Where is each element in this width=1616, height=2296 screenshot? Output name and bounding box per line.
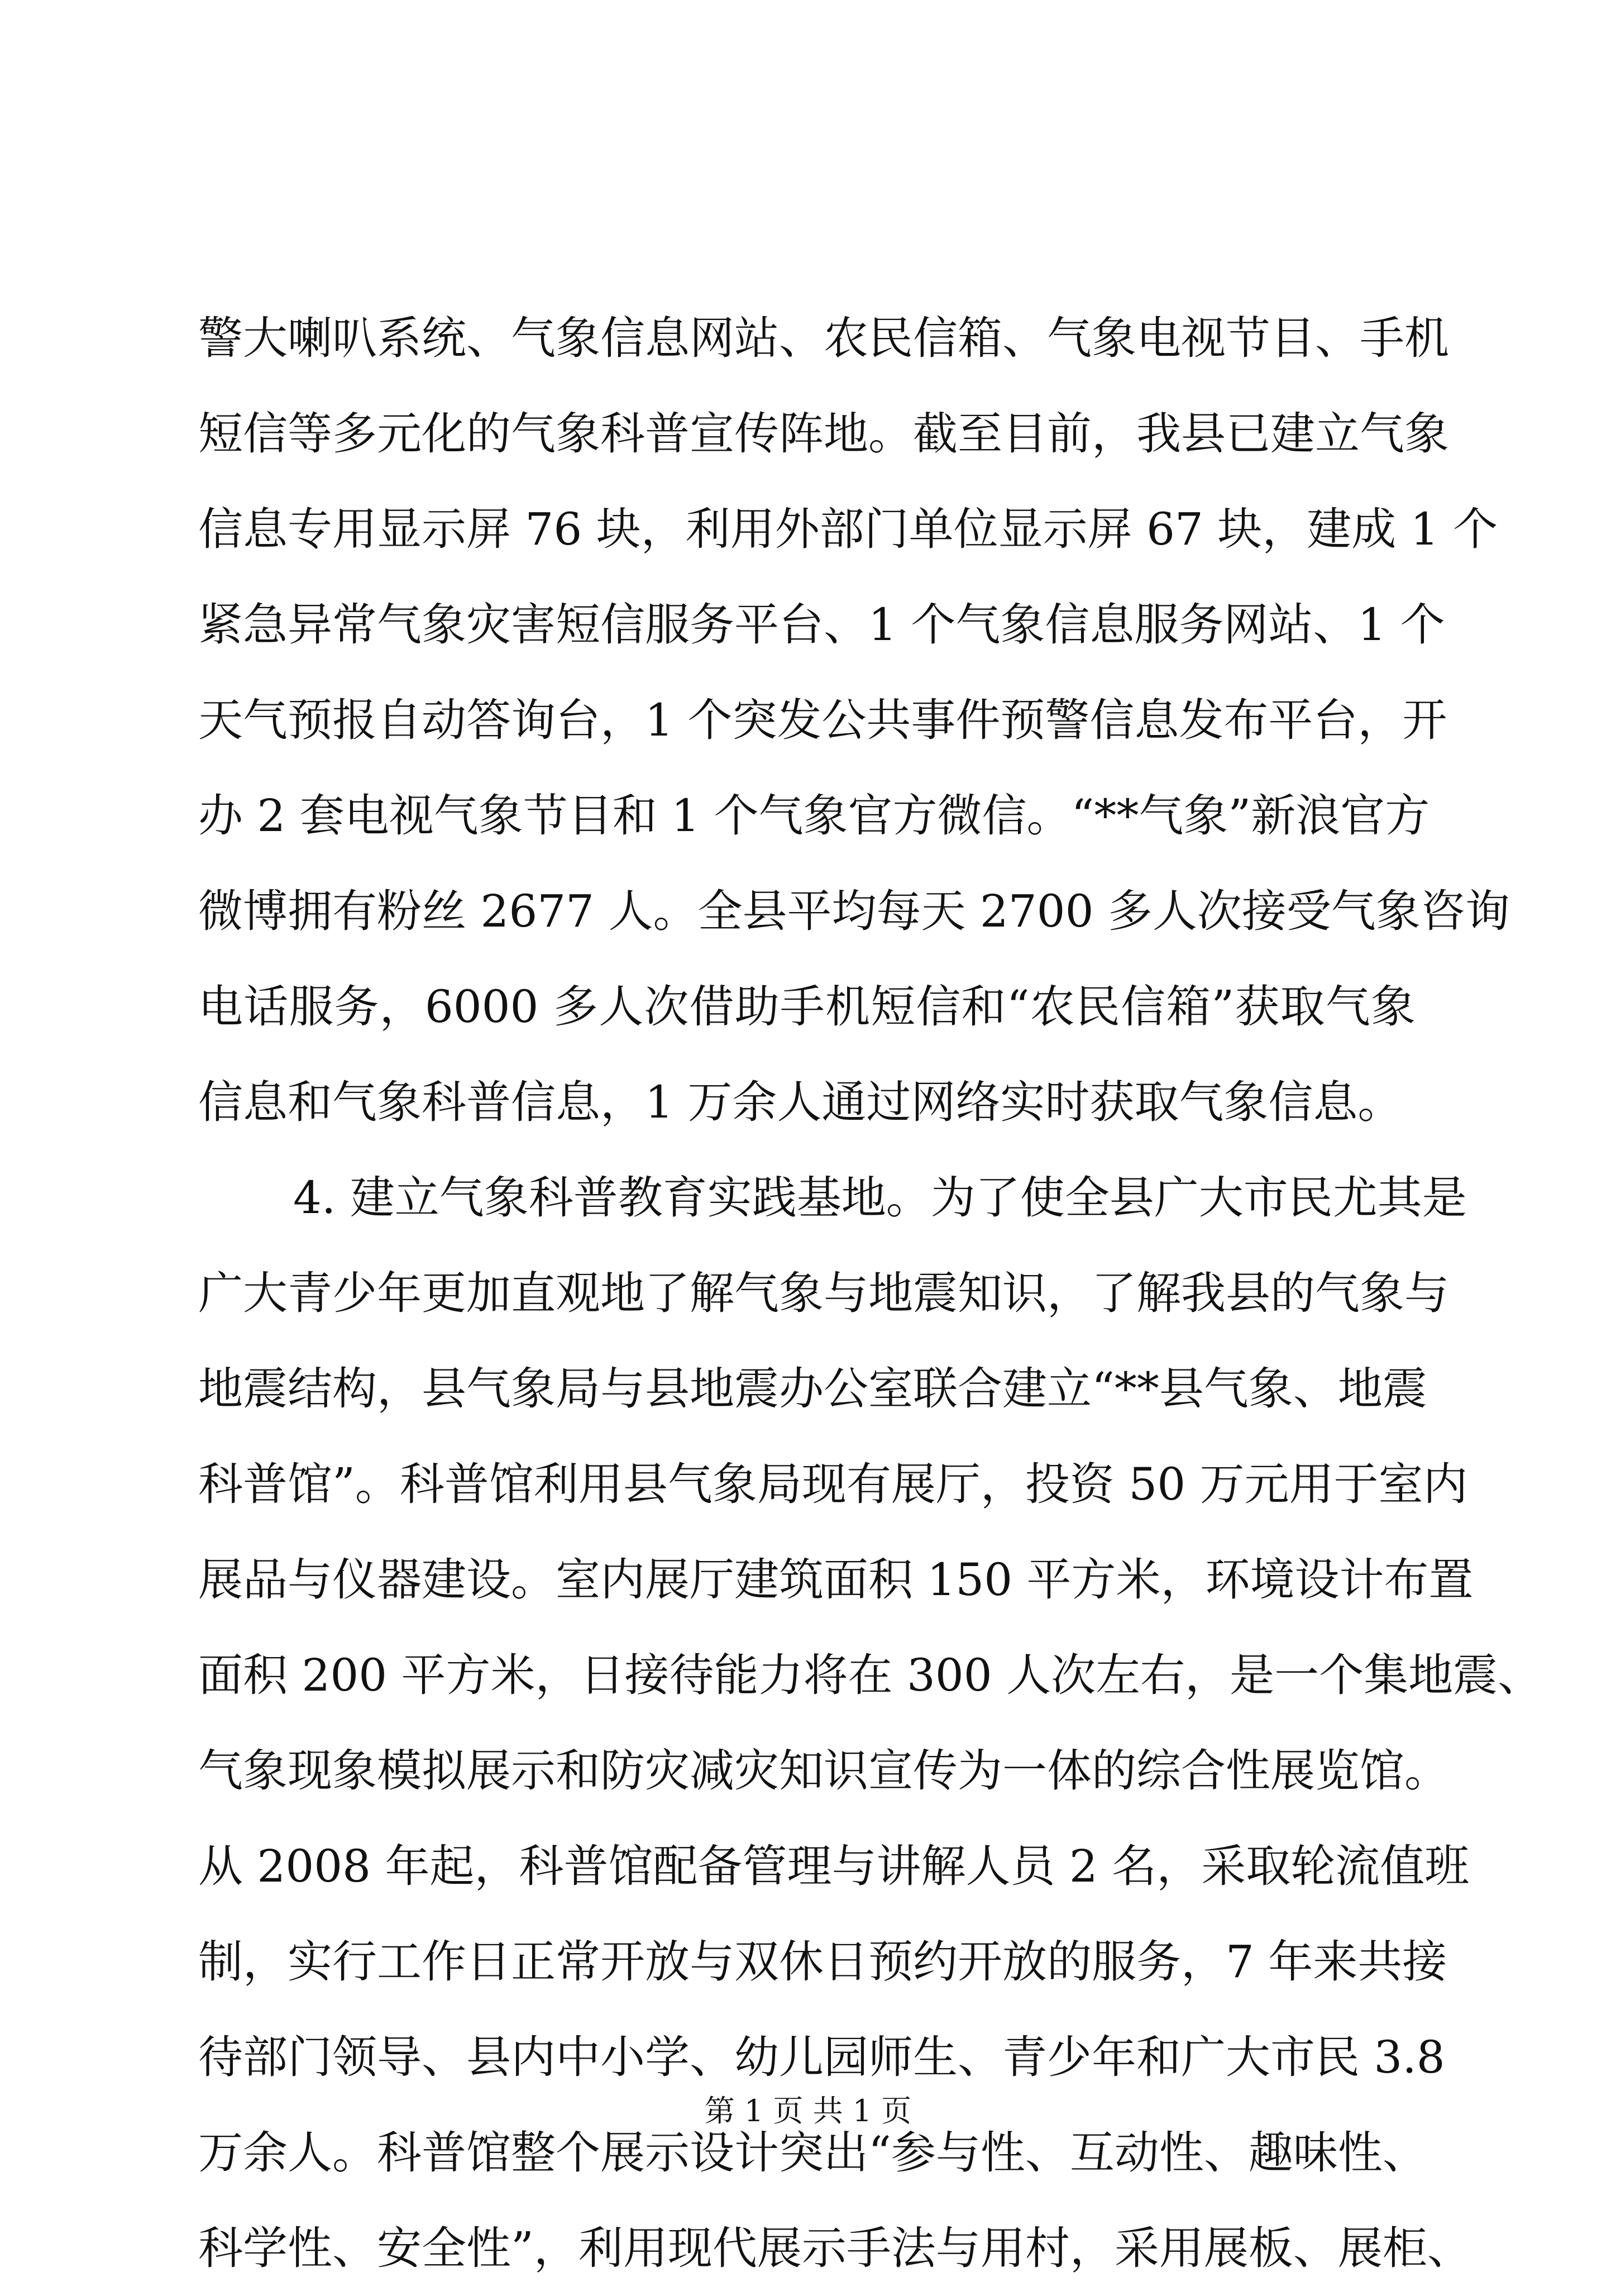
text-line: 紧急异常气象灾害短信服务平台、1 个气象信息服务网站、1 个	[198, 599, 1445, 651]
document-body	[198, 290, 1543, 2296]
text-line: 警大喇叭系统、气象信息网站、农民信箱、气象电视节目、手机	[198, 312, 1449, 364]
text-line: 4. 建立气象科普教育实践基地。为了使全县广大市民尤其是	[293, 1172, 1467, 1224]
text-line: 万余人。科普馆整个展示设计突出“参与性、互动性、趣味性、	[198, 2127, 1427, 2179]
text-line: 信息和气象科普信息，1 万余人通过网络实时获取气象信息。	[198, 1076, 1403, 1128]
paragraph-1	[198, 290, 1510, 1150]
text-line: 制，实行工作日正常开放与双休日预约开放的服务，7 年来共接	[198, 1936, 1447, 1988]
text-line: 气象现象模拟展示和防灾减灾知识宣传为一体的综合性展览馆。	[198, 1745, 1449, 1797]
text-line: 信息专用显示屏 76 块，利用外部门单位显示屏 67 块，建成 1 个	[198, 503, 1498, 555]
page-footer	[0, 2092, 1616, 2131]
text-line: 地震结构，县气象局与县地震办公室联合建立“**县气象、地震	[198, 1363, 1427, 1415]
text-line: 短信等多元化的气象科普宣传阵地。截至目前，我县已建立气象	[198, 408, 1449, 460]
text-line: 微博拥有粉丝 2677 人。全县平均每天 2700 多人次接受气象咨询	[198, 885, 1510, 937]
text-line: 待部门领导、县内中小学、幼儿园师生、青少年和广大市民 3.8	[198, 2031, 1445, 2083]
text-line: 科普馆”。科普馆利用县气象局现有展厅，投资 50 万元用于室内	[198, 1458, 1468, 1510]
text-line: 天气预报自动答询台，1 个突发公共事件预警信息发布平台，开	[198, 694, 1447, 746]
page-number-label: 第 1 页 共 1 页	[704, 2093, 912, 2128]
text-line: 从 2008 年起，科普馆配备管理与讲解人员 2 名，采取轮流值班	[198, 1840, 1470, 1892]
text-line: 面积 200 平方米，日接待能力将在 300 人次左右，是一个集地震、	[198, 1649, 1543, 1701]
text-line: 办 2 套电视气象节目和 1 个气象官方微信。“**气象”新浪官方	[198, 790, 1430, 842]
text-line: 广大青少年更加直观地了解气象与地震知识，了解我县的气象与	[198, 1267, 1449, 1319]
text-line: 电话服务，6000 多人次借助手机短信和“农民信箱”获取气象	[198, 981, 1416, 1033]
text-line: 科学性、安全性”，利用现代展示手法与用村，采用展板、展柜、	[198, 2222, 1472, 2274]
text-line: 展品与仪器建设。室内展厅建筑面积 150 平方米，环境设计布置	[198, 1554, 1474, 1606]
